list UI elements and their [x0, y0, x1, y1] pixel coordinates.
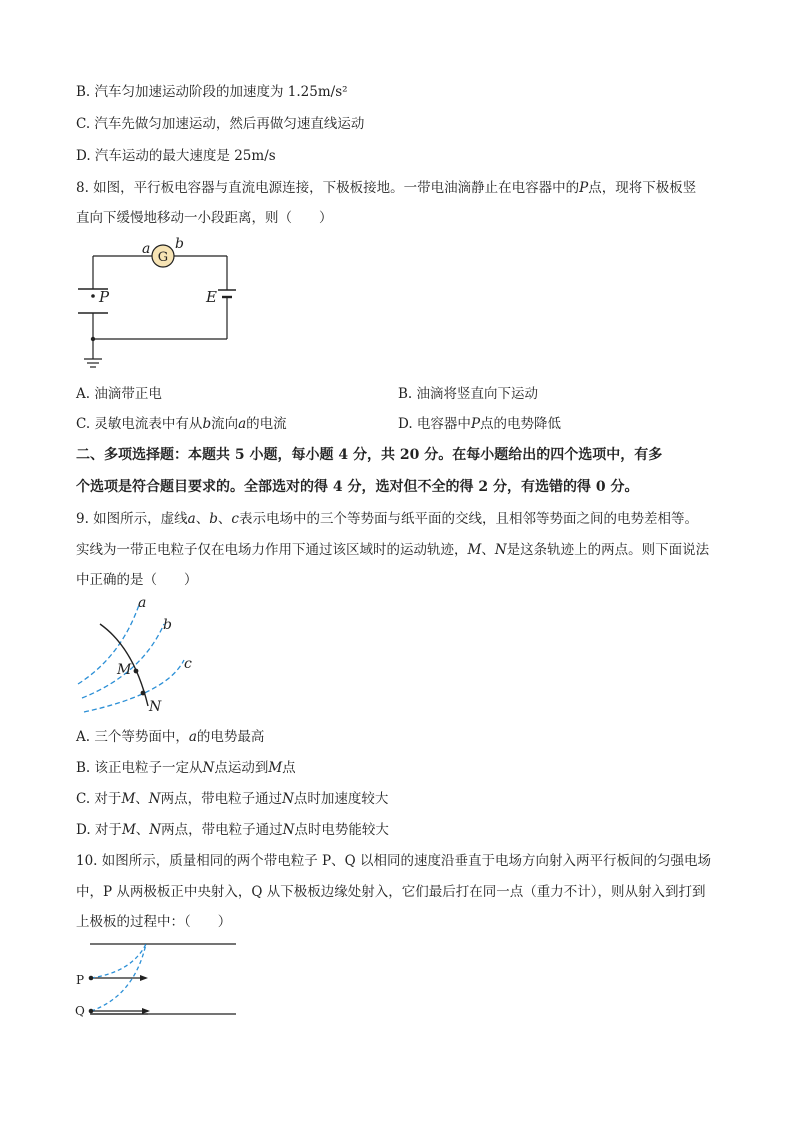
q9-option-b: B. 该正电粒子一定从N点运动到M点	[76, 760, 296, 776]
figure-label-g: G	[157, 250, 169, 265]
q8-stem-line1: 8. 如图，平行板电容器与直流电源连接，下极板接地。一带电油滴静止在电容器中的P点，现将下极板竖	[76, 180, 697, 196]
q9-stem-line3: 中正确的是（ ）	[76, 572, 198, 588]
q10-stem-line2: 中，P 从两极板正中央射入，Q 从下极板边缘处射入，它们最后打在同一点（重力不计），则从射入到打到	[76, 884, 706, 900]
figure-label-b: b	[163, 617, 172, 633]
figure-label-a: a	[138, 595, 147, 611]
option-d-prev: D. 汽车运动的最大速度是 25m/s	[76, 148, 276, 164]
q10-stem-line1: 10. 如图所示，质量相同的两个带电粒子 P、Q 以相同的速度沿垂直于电场方向射入两平行板间的匀强电场	[76, 853, 711, 869]
q8-option-b: B. 油滴将竖直向下运动	[398, 386, 539, 402]
q8-option-c: C. 灵敏电流表中有从b流向a的电流	[76, 416, 287, 432]
section2-heading-line1: 二、多项选择题：本题共 5 小题，每小题 4 分，共 20 分。在每小题给出的四个选项中，有多	[76, 447, 663, 463]
q8-option-a: A. 油滴带正电	[76, 386, 162, 402]
q9-stem-line1: 9. 如图所示，虚线a、b、c表示电场中的三个等势面与纸平面的交线，且相邻等势面之间的电势差相等。	[76, 511, 698, 527]
figure-label-b: b	[175, 236, 184, 252]
figure-label-n: N	[149, 699, 162, 715]
q9-stem-line2: 实线为一带正电粒子仅在电场力作用下通过该区域时的运动轨迹，M、N是这条轨迹上的两点。则下面说法	[76, 542, 710, 558]
q8-option-d: D. 电容器中P点的电势降低	[398, 416, 562, 432]
figure-label-e: E	[206, 288, 217, 306]
figure-label-q: Q	[75, 1004, 85, 1018]
figure-label-c: c	[184, 656, 192, 672]
section2-heading-line2: 个选项是符合题目要求的。全部选对的得 4 分，选对但不全的得 2 分，有选错的得 0 分。	[76, 479, 639, 495]
q10-stem-line3: 上极板的过程中：（ ）	[76, 914, 232, 930]
q8-circuit-figure	[70, 238, 250, 378]
q8-stem-line2: 直向下缓慢地移动一小段距离，则（ ）	[76, 210, 333, 226]
option-c-prev: C. 汽车先做匀加速运动，然后再做匀速直线运动	[76, 116, 365, 132]
q10-plates-figure	[70, 938, 250, 1028]
q9-field-figure	[72, 594, 212, 718]
figure-label-p: P	[76, 973, 85, 987]
q9-option-d: D. 对于M、N两点，带电粒子通过N点时电势能较大	[76, 822, 389, 838]
figure-label-a: a	[142, 241, 151, 257]
figure-label-m: M	[117, 662, 132, 678]
q9-option-c: C. 对于M、N两点，带电粒子通过N点时加速度较大	[76, 791, 389, 807]
q9-option-a: A. 三个等势面中，a的电势最高	[76, 729, 265, 745]
figure-label-p: P	[99, 288, 110, 306]
option-b-prev: B. 汽车匀加速运动阶段的加速度为 1.25m/s²	[76, 84, 348, 100]
